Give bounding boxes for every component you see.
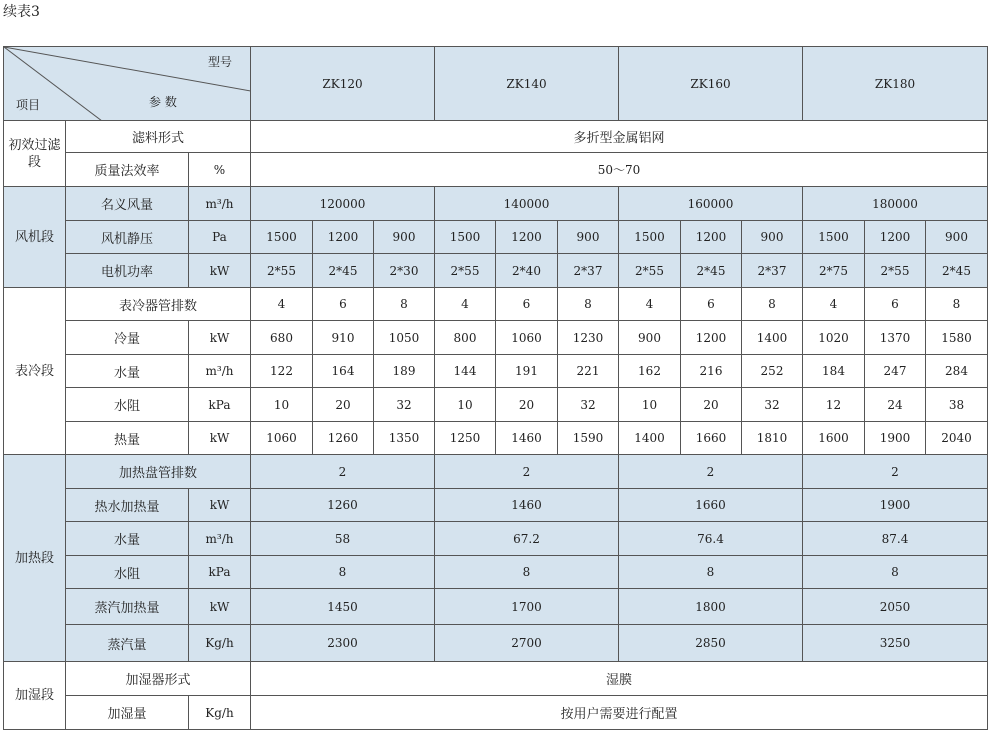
table-cell: 4 (435, 288, 496, 321)
table-cell: 8 (619, 556, 803, 589)
table-cell: 680 (251, 321, 313, 355)
table-cell: 20 (313, 388, 374, 422)
corner-model-label: 型号 (208, 55, 233, 69)
row-name: 蒸汽量 (66, 625, 189, 662)
table-cell: 1350 (374, 422, 435, 455)
heating-row-steamheat (4, 589, 988, 625)
table-cell: 4 (251, 288, 313, 321)
table-cell: 1400 (619, 422, 681, 455)
table-cell: 1400 (742, 321, 803, 355)
table-cell: 1370 (865, 321, 926, 355)
table-cell: 221 (558, 355, 619, 388)
table-cell: 2*37 (742, 254, 803, 288)
table-cell: 1050 (374, 321, 435, 355)
row-unit: kW (189, 321, 251, 355)
table-cell: 87.4 (803, 522, 988, 556)
table-cell: 2 (619, 455, 803, 489)
table-cell: 120000 (251, 187, 435, 221)
table-cell: 6 (313, 288, 374, 321)
header-row (4, 47, 988, 121)
model-header-zk180: ZK180 (803, 47, 988, 121)
row-unit: Pa (189, 221, 251, 254)
row-name: 热水加热量 (66, 489, 189, 522)
row-name: 质量法效率 (66, 153, 189, 187)
table-cell: 2300 (251, 625, 435, 662)
table-cell: 3250 (803, 625, 988, 662)
heating-row-rows (4, 455, 988, 489)
row-name: 水量 (66, 355, 189, 388)
cooling-row-rows (4, 288, 988, 321)
table-cell: 1700 (435, 589, 619, 625)
table-cell: 900 (742, 221, 803, 254)
table-cell: 24 (865, 388, 926, 422)
table-cell: 8 (926, 288, 988, 321)
section-heating-title: 加热段 (4, 455, 66, 662)
table-cell: 2*55 (435, 254, 496, 288)
humidifier-type-value: 湿膜 (251, 662, 988, 696)
table-cell: 1500 (251, 221, 313, 254)
row-unit: kPa (189, 556, 251, 589)
table-cell: 1460 (496, 422, 558, 455)
fan-row-power (4, 254, 988, 288)
table-cell: 1450 (251, 589, 435, 625)
row-name: 蒸汽加热量 (66, 589, 189, 625)
table-cell: 32 (742, 388, 803, 422)
table-cell: 900 (374, 221, 435, 254)
table-cell: 164 (313, 355, 374, 388)
heating-row-hotwater (4, 489, 988, 522)
table-cell: 2 (435, 455, 619, 489)
table-cell: 20 (681, 388, 742, 422)
row-unit: Kg/h (189, 696, 251, 730)
table-cell: 76.4 (619, 522, 803, 556)
row-unit: m³/h (189, 187, 251, 221)
table-cell: 122 (251, 355, 313, 388)
table-cell: 800 (435, 321, 496, 355)
table-cell: 162 (619, 355, 681, 388)
corner-item-label: 项目 (16, 98, 41, 112)
table-cell: 900 (558, 221, 619, 254)
table-cell: 1200 (681, 221, 742, 254)
table-cell: 2*55 (865, 254, 926, 288)
table-cell: 2040 (926, 422, 988, 455)
row-name: 名义风量 (66, 187, 189, 221)
table-cell: 2050 (803, 589, 988, 625)
table-cell: 191 (496, 355, 558, 388)
table-cell: 1200 (313, 221, 374, 254)
table-cell: 1500 (803, 221, 865, 254)
cooling-row-water (4, 355, 988, 388)
row-unit: kW (189, 589, 251, 625)
table-cell: 1660 (619, 489, 803, 522)
fan-row-airflow (4, 187, 988, 221)
table-cell: 2*45 (926, 254, 988, 288)
spec-table (3, 46, 988, 730)
table-cell: 2*37 (558, 254, 619, 288)
table-cell: 20 (496, 388, 558, 422)
row-name: 水量 (66, 522, 189, 556)
cooling-row-resistance (4, 388, 988, 422)
table-cell: 2*45 (313, 254, 374, 288)
table-cell: 900 (619, 321, 681, 355)
table-cell: 1660 (681, 422, 742, 455)
table-cell: 1810 (742, 422, 803, 455)
table-cell: 4 (803, 288, 865, 321)
table-cell: 8 (374, 288, 435, 321)
model-header-zk140: ZK140 (435, 47, 619, 121)
table-cell: 6 (865, 288, 926, 321)
row-name: 水阻 (66, 388, 189, 422)
table-cell: 184 (803, 355, 865, 388)
section-filter-title: 初效过滤段 (4, 121, 66, 187)
filter-efficiency-value: 50～70 (251, 153, 988, 187)
table-cell: 1200 (865, 221, 926, 254)
table-cell: 12 (803, 388, 865, 422)
table-cell: 216 (681, 355, 742, 388)
table-cell: 8 (803, 556, 988, 589)
row-unit: kW (189, 254, 251, 288)
row-name: 冷量 (66, 321, 189, 355)
row-name: 电机功率 (66, 254, 189, 288)
cooling-row-heat (4, 422, 988, 455)
table-cell: 1260 (251, 489, 435, 522)
table-cell: 1460 (435, 489, 619, 522)
model-header-zk160: ZK160 (619, 47, 803, 121)
cooling-row-capacity (4, 321, 988, 355)
table-cell: 1900 (803, 489, 988, 522)
table-cell: 1260 (313, 422, 374, 455)
table-cell: 32 (374, 388, 435, 422)
table-cell: 910 (313, 321, 374, 355)
row-unit: m³/h (189, 522, 251, 556)
table-cell: 1250 (435, 422, 496, 455)
corner-param-label: 参 数 (149, 95, 177, 109)
heating-row-steam (4, 625, 988, 662)
table-cell: 8 (742, 288, 803, 321)
table-cell: 67.2 (435, 522, 619, 556)
table-cell: 1500 (619, 221, 681, 254)
heating-row-water (4, 522, 988, 556)
row-name: 热量 (66, 422, 189, 455)
table-cell: 2*75 (803, 254, 865, 288)
table-cell: 8 (251, 556, 435, 589)
table-caption: 续表3 (3, 4, 40, 20)
table-cell: 2700 (435, 625, 619, 662)
table-cell: 2 (803, 455, 988, 489)
table-cell: 180000 (803, 187, 988, 221)
filter-row-efficiency (4, 153, 988, 187)
table-cell: 1060 (251, 422, 313, 455)
table-cell: 284 (926, 355, 988, 388)
table-cell: 10 (619, 388, 681, 422)
row-name: 加湿量 (66, 696, 189, 730)
row-name: 水阻 (66, 556, 189, 589)
table-cell: 2*55 (251, 254, 313, 288)
humidify-amount-value: 按用户需要进行配置 (251, 696, 988, 730)
table-cell: 2 (251, 455, 435, 489)
table-cell: 2*45 (681, 254, 742, 288)
row-name: 表冷器管排数 (66, 288, 251, 321)
section-cooling-title: 表冷段 (4, 288, 66, 455)
table-cell: 6 (496, 288, 558, 321)
filter-row-type (4, 121, 988, 153)
row-unit: kW (189, 489, 251, 522)
table-cell: 1500 (435, 221, 496, 254)
table-cell: 32 (558, 388, 619, 422)
table-cell: 2*30 (374, 254, 435, 288)
table-cell: 247 (865, 355, 926, 388)
table-cell: 1900 (865, 422, 926, 455)
filter-type-value: 多折型金属铝网 (251, 121, 988, 153)
row-unit: kPa (189, 388, 251, 422)
table-cell: 8 (435, 556, 619, 589)
table-cell: 1800 (619, 589, 803, 625)
table-cell: 140000 (435, 187, 619, 221)
table-cell: 10 (251, 388, 313, 422)
table-cell: 144 (435, 355, 496, 388)
table-cell: 1600 (803, 422, 865, 455)
row-unit: kW (189, 422, 251, 455)
table-cell: 4 (619, 288, 681, 321)
section-fan-title: 风机段 (4, 187, 66, 288)
table-cell: 6 (681, 288, 742, 321)
table-cell: 900 (926, 221, 988, 254)
table-cell: 2*40 (496, 254, 558, 288)
table-cell: 1200 (681, 321, 742, 355)
table-cell: 10 (435, 388, 496, 422)
table-cell: 1590 (558, 422, 619, 455)
row-unit: m³/h (189, 355, 251, 388)
table-cell: 1200 (496, 221, 558, 254)
row-unit: Kg/h (189, 625, 251, 662)
table-cell: 1020 (803, 321, 865, 355)
row-name: 风机静压 (66, 221, 189, 254)
table-cell: 1060 (496, 321, 558, 355)
table-cell: 1230 (558, 321, 619, 355)
table-cell: 38 (926, 388, 988, 422)
corner-cell (4, 47, 251, 121)
row-unit: % (189, 153, 251, 187)
table-cell: 8 (558, 288, 619, 321)
humidify-row-type (4, 662, 988, 696)
row-name: 滤料形式 (66, 121, 251, 153)
fan-row-pressure (4, 221, 988, 254)
table-cell: 2850 (619, 625, 803, 662)
section-humidify-title: 加湿段 (4, 662, 66, 730)
table-cell: 252 (742, 355, 803, 388)
heating-row-resistance (4, 556, 988, 589)
model-header-zk120: ZK120 (251, 47, 435, 121)
table-cell: 58 (251, 522, 435, 556)
table-cell: 2*55 (619, 254, 681, 288)
table-cell: 160000 (619, 187, 803, 221)
table-cell: 189 (374, 355, 435, 388)
table-cell: 1580 (926, 321, 988, 355)
humidify-row-amount (4, 696, 988, 730)
row-name: 加热盘管排数 (66, 455, 251, 489)
row-name: 加湿器形式 (66, 662, 251, 696)
